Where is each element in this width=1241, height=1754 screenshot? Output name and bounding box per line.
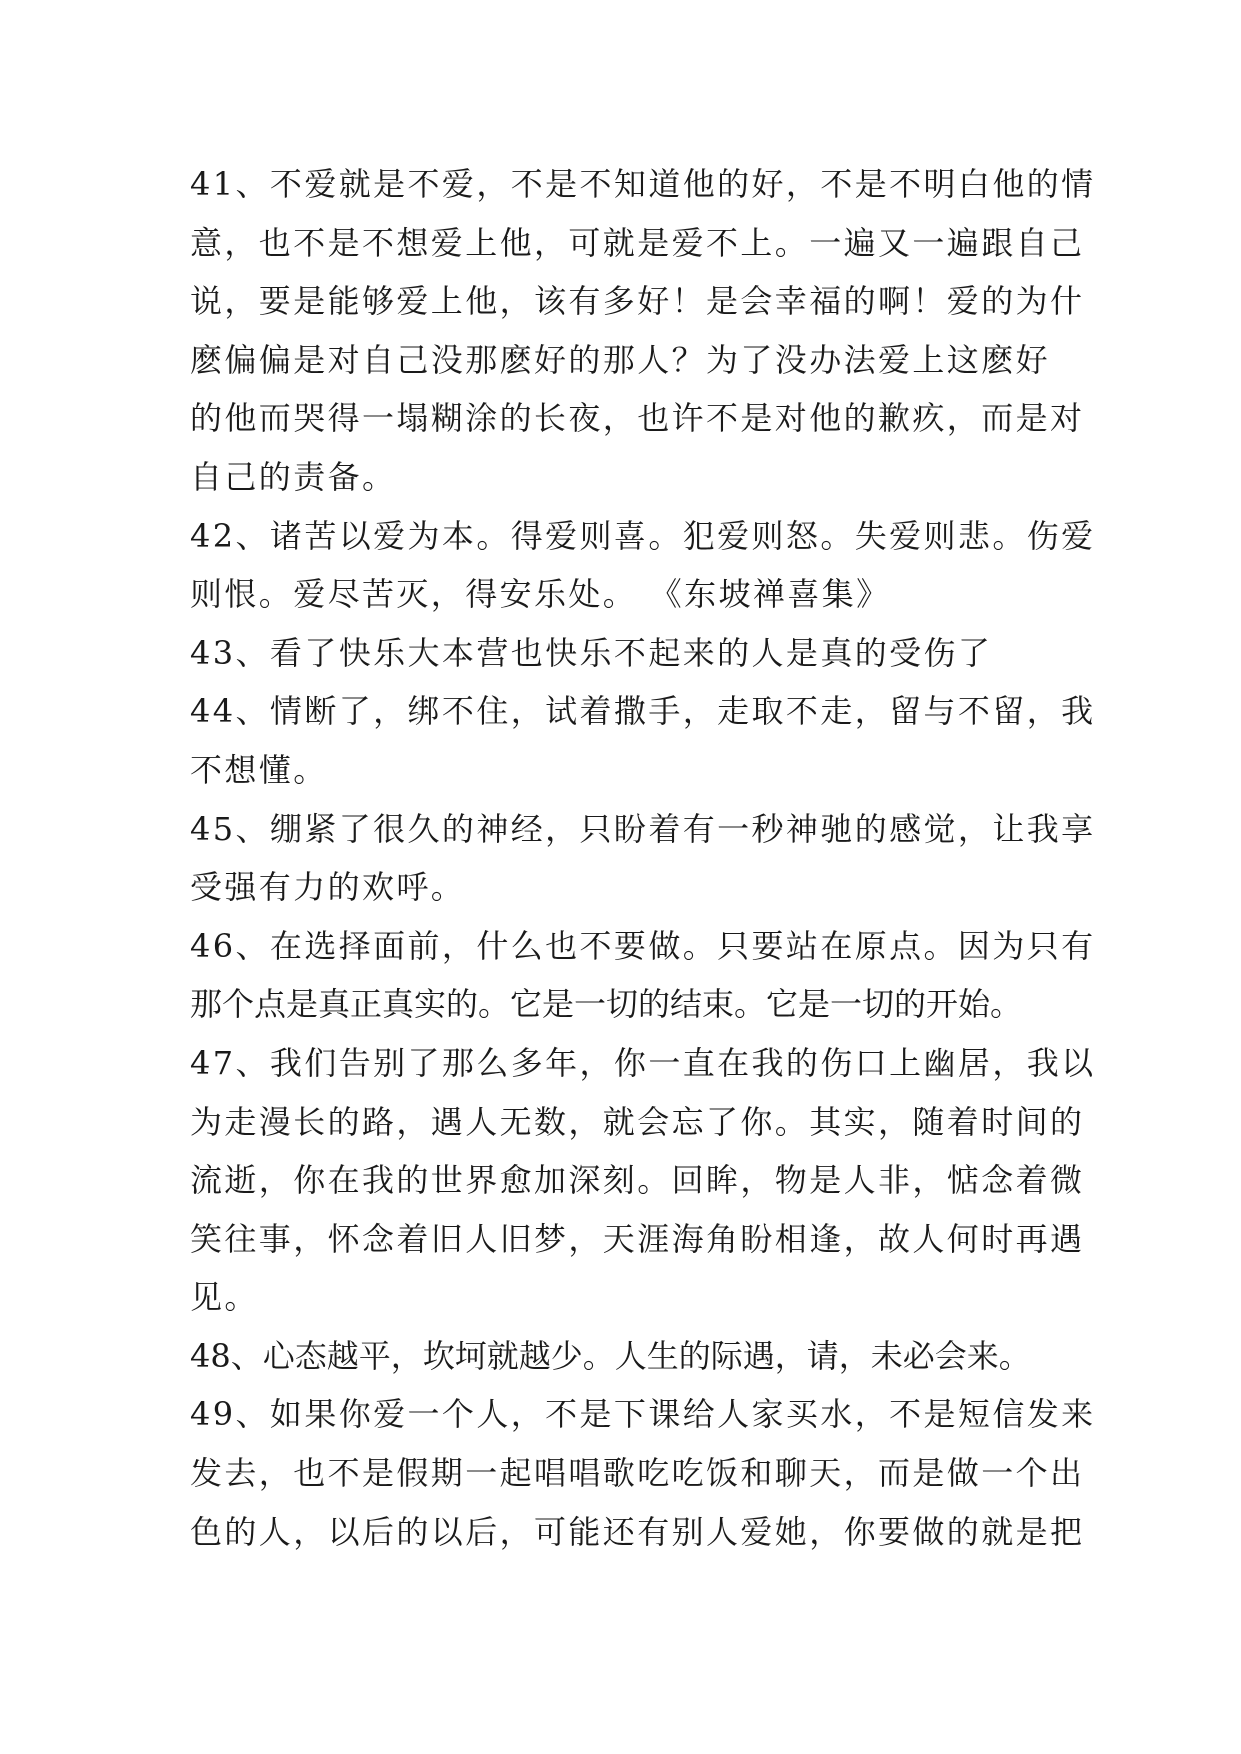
text-line: 42、诸苦以爱为本。得爱则喜。犯爱则怒。失爱则悲。伤爱 (190, 516, 1096, 555)
text-line: 色的人，以后的以后，可能还有别人爱她，你要做的就是把 (190, 1512, 1085, 1551)
text-line: 43、看了快乐大本营也快乐不起来的人是真的受伤了 (190, 633, 993, 672)
text-line: 44、情断了，绑不住，试着撒手，走取不走，留与不留，我 (190, 692, 1096, 731)
text-line: 49、如果你爱一个人，不是下课给人家买水，不是短信发来 (190, 1395, 1096, 1434)
body-text (190, 155, 1096, 1561)
text-line: 发去，也不是假期一起唱唱歌吃吃饭和聊天，而是做一个出 (190, 1454, 1085, 1493)
text-line: 意，也不是不想爱上他，可就是爱不上。一遍又一遍跟自己 (190, 223, 1085, 262)
text-line: 受强有力的欢呼。 (190, 868, 466, 907)
text-line: 为走漫长的路，遇人无数，就会忘了你。其实，随着时间的 (190, 1102, 1085, 1141)
text-line: 48、心态越平，坎坷就越少。人生的际遇，请，未必会来。 (190, 1336, 1031, 1375)
text-line: 说，要是能够爱上他，该有多好！是会幸福的啊！爱的为什 (190, 282, 1085, 321)
text-line: 自己的责备。 (190, 457, 397, 496)
text-line: 45、绷紧了很久的神经，只盼着有一秒神驰的感觉，让我享 (190, 809, 1096, 848)
text-line: 笑往事，怀念着旧人旧梦，天涯海角盼相逢，故人何时再遇 (190, 1219, 1085, 1258)
text-line: 流逝，你在我的世界愈加深刻。回眸，物是人非，惦念着微 (190, 1161, 1085, 1200)
text-line: 见。 (190, 1278, 259, 1317)
text-line: 麽偏偏是对自己没那麽好的那人？为了没办法爱上这麽好 (190, 340, 1051, 379)
text-line: 41、不爱就是不爱，不是不知道他的好，不是不明白他的情 (190, 165, 1096, 203)
text-line: 47、我们告别了那么多年，你一直在我的伤口上幽居，我以 (190, 1043, 1096, 1082)
text-line: 则恨。爱尽苦灭，得安乐处。 《东坡禅喜集》 (190, 575, 891, 614)
text-line: 那个点是真正真实的。它是一切的结束。它是一切的开始。 (190, 985, 1023, 1024)
text-line: 的他而哭得一塌糊涂的长夜，也许不是对他的歉疚，而是对 (190, 399, 1085, 438)
text-line: 46、在选择面前，什么也不要做。只要站在原点。因为只有 (190, 926, 1096, 965)
text-line: 不想懂。 (190, 750, 328, 789)
